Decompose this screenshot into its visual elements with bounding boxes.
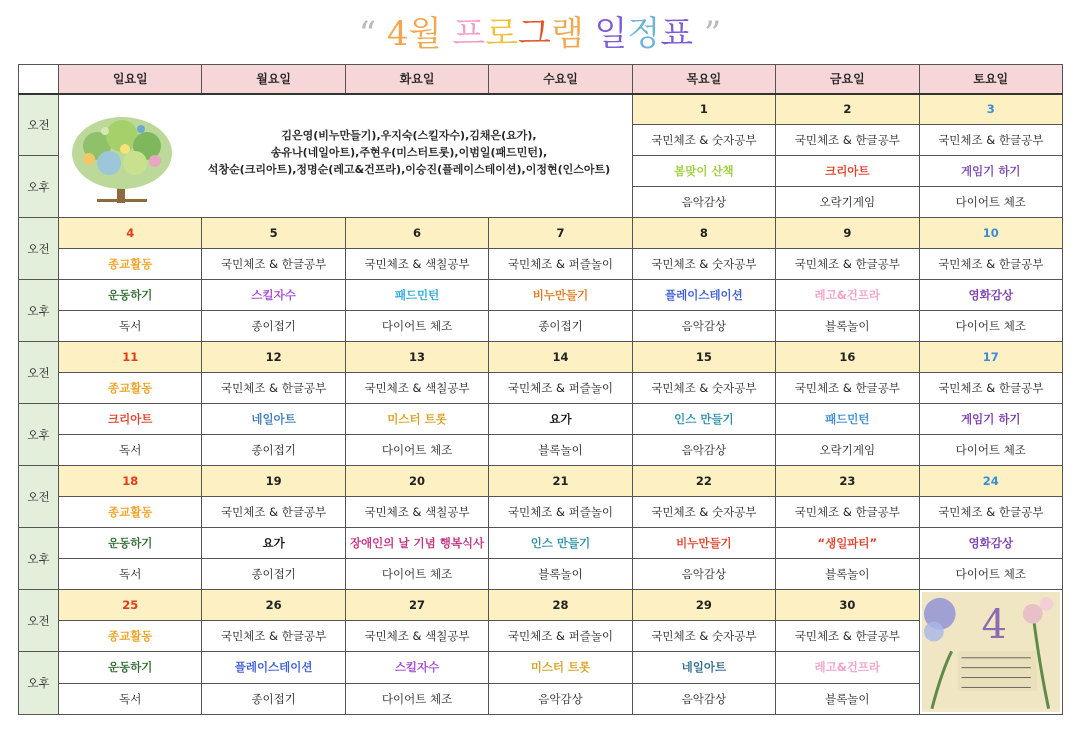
am-activity: 국민체조 & 한글공부	[202, 373, 345, 404]
calendar-card-illustration	[919, 590, 1062, 715]
am-activity: 국민체조 & 퍼즐놀이	[489, 621, 632, 652]
period-am: 오전	[19, 342, 59, 404]
pm-activity-2: 다이어트 체조	[919, 435, 1062, 466]
pm-activity-2: 독서	[59, 559, 202, 590]
day-number: 5	[202, 218, 345, 249]
period-pm: 오후	[19, 652, 59, 715]
am-activity: 종교활동	[59, 373, 202, 404]
pm-activity-1: “생일파티”	[776, 528, 919, 559]
participants-line-1: 김은영(비누만들기),우지숙(스킬자수),김채은(요가),	[281, 128, 537, 142]
pm-activity-2: 오락기게임	[776, 435, 919, 466]
am-activity: 국민체조 & 한글공부	[202, 497, 345, 528]
title-char: 램	[550, 14, 584, 54]
day-number: 28	[489, 590, 632, 621]
pm-activity-2: 블록놀이	[776, 559, 919, 590]
page-title	[0, 12, 1080, 56]
pm-activity-2: 종이접기	[202, 559, 345, 590]
pm-activity-1: 영화감상	[919, 528, 1062, 559]
pm-activity-1: 비누만들기	[632, 528, 775, 559]
title-char: 표	[660, 14, 694, 54]
period-pm: 오후	[19, 528, 59, 590]
period-pm: 오후	[19, 156, 59, 218]
pm-activity-2: 독서	[59, 311, 202, 342]
pm-activity-1: 크리아트	[776, 156, 919, 187]
calendar-card-numeral: 4	[981, 602, 1007, 648]
am-activity: 국민체조 & 숫자공부	[632, 249, 775, 280]
pm-activity-1: 네일아트	[632, 652, 775, 684]
day-number: 19	[202, 466, 345, 497]
pm-activity-1: 스킬자수	[345, 652, 488, 684]
pm-activity-1: 미스터 트롯	[489, 652, 632, 684]
day-number: 3	[919, 94, 1062, 125]
pm-activity-2: 다이어트 체조	[919, 187, 1062, 218]
day-number: 26	[202, 590, 345, 621]
am-activity: 국민체조 & 퍼즐놀이	[489, 249, 632, 280]
pm-activity-2: 종이접기	[202, 311, 345, 342]
pm-activity-1: 운동하기	[59, 528, 202, 559]
day-number: 2	[776, 94, 919, 125]
pm-activity-1: 요가	[202, 528, 345, 559]
day-number: 12	[202, 342, 345, 373]
pm-activity-2: 다이어트 체조	[919, 311, 1062, 342]
pm-activity-1: 장애인의 날 기념 행복식사	[345, 528, 488, 559]
am-activity: 국민체조 & 한글공부	[776, 621, 919, 652]
am-activity: 국민체조 & 색칠공부	[345, 373, 488, 404]
am-activity: 국민체조 & 한글공부	[919, 249, 1062, 280]
am-activity: 국민체조 & 퍼즐놀이	[489, 497, 632, 528]
pm-activity-1: 운동하기	[59, 280, 202, 311]
am-activity: 국민체조 & 숫자공부	[632, 125, 775, 156]
am-activity: 국민체조 & 숫자공부	[632, 373, 775, 404]
pm-activity-2: 독서	[59, 683, 202, 714]
title-char: ”	[693, 14, 722, 54]
day-number: 11	[59, 342, 202, 373]
header-mon: 월요일	[202, 65, 345, 94]
pm-activity-1: 플레이스테이션	[632, 280, 775, 311]
pm-activity-1: 인스 만들기	[489, 528, 632, 559]
title-char: 일	[583, 14, 628, 54]
pm-activity-1: 플레이스테이션	[202, 652, 345, 684]
period-am: 오전	[19, 94, 59, 156]
am-activity: 국민체조 & 숫자공부	[632, 497, 775, 528]
day-number: 1	[632, 94, 775, 125]
am-activity: 국민체조 & 한글공부	[919, 373, 1062, 404]
period-pm: 오후	[19, 280, 59, 342]
pm-activity-2: 음악감상	[632, 435, 775, 466]
pm-activity-2: 종이접기	[202, 435, 345, 466]
pm-activity-1: 크리아트	[59, 404, 202, 435]
am-activity: 국민체조 & 한글공부	[776, 249, 919, 280]
pm-activity-1: 레고&건프라	[776, 280, 919, 311]
header-tue: 화요일	[345, 65, 488, 94]
week1-banner	[59, 94, 633, 218]
am-activity: 국민체조 & 한글공부	[202, 621, 345, 652]
am-activity: 국민체조 & 색칠공부	[345, 621, 488, 652]
participants-text	[199, 127, 619, 178]
pm-activity-2: 독서	[59, 435, 202, 466]
am-activity: 국민체조 & 숫자공부	[632, 621, 775, 652]
pm-activity-2: 음악감상	[632, 559, 775, 590]
pm-activity-2: 다이어트 체조	[345, 435, 488, 466]
day-number: 13	[345, 342, 488, 373]
header-thu: 목요일	[632, 65, 775, 94]
pm-activity-1: 패드민턴	[345, 280, 488, 311]
pm-activity-2: 음악감상	[489, 683, 632, 714]
header-sun: 일요일	[59, 65, 202, 94]
pm-activity-2: 음악감상	[632, 311, 775, 342]
pm-activity-2: 다이어트 체조	[345, 559, 488, 590]
participants-line-3: 석창순(크리아트),정명순(레고&건프라),이승진(플레이스테이션),이정현(인스아트)	[207, 162, 611, 176]
pm-activity-1: 스킬자수	[202, 280, 345, 311]
period-am: 오전	[19, 218, 59, 280]
corner-cell	[19, 65, 59, 94]
am-activity: 국민체조 & 한글공부	[202, 249, 345, 280]
am-activity: 국민체조 & 한글공부	[776, 125, 919, 156]
title-char: 그	[517, 14, 551, 54]
header-sat: 토요일	[919, 65, 1062, 94]
day-number: 15	[632, 342, 775, 373]
day-number: 14	[489, 342, 632, 373]
am-activity: 종교활동	[59, 497, 202, 528]
pm-activity-2: 다이어트 체조	[345, 311, 488, 342]
day-number: 9	[776, 218, 919, 249]
period-pm: 오후	[19, 404, 59, 466]
pm-activity-2: 음악감상	[632, 683, 775, 714]
am-activity: 국민체조 & 한글공부	[919, 125, 1062, 156]
pm-activity-2: 블록놀이	[489, 559, 632, 590]
pm-activity-2: 블록놀이	[776, 683, 919, 714]
pm-activity-2: 다이어트 체조	[919, 559, 1062, 590]
am-activity: 종교활동	[59, 621, 202, 652]
day-number: 7	[489, 218, 632, 249]
day-number: 30	[776, 590, 919, 621]
day-number: 25	[59, 590, 202, 621]
am-activity: 국민체조 & 한글공부	[776, 497, 919, 528]
title-char: 월	[408, 14, 442, 54]
day-number: 16	[776, 342, 919, 373]
am-activity: 국민체조 & 색칠공부	[345, 249, 488, 280]
pm-activity-1: 패드민턴	[776, 404, 919, 435]
pm-activity-1: 인스 만들기	[632, 404, 775, 435]
pm-activity-1: 영화감상	[919, 280, 1062, 311]
schedule-table	[18, 64, 1063, 715]
am-activity: 국민체조 & 한글공부	[776, 373, 919, 404]
pm-activity-1: 비누만들기	[489, 280, 632, 311]
am-activity: 국민체조 & 한글공부	[919, 497, 1062, 528]
title-char: 로	[485, 14, 518, 54]
pm-activity-2: 음악감상	[632, 187, 775, 218]
pm-activity-1: 미스터 트롯	[345, 404, 488, 435]
tree-illustration	[67, 101, 177, 211]
title-char: 정	[627, 14, 661, 54]
header-fri: 금요일	[776, 65, 919, 94]
title-char: “	[358, 14, 377, 54]
pm-activity-1: 네일아트	[202, 404, 345, 435]
pm-activity-1: 레고&건프라	[776, 652, 919, 684]
pm-activity-1: 게임기 하기	[919, 156, 1062, 187]
day-number: 10	[919, 218, 1062, 249]
day-number: 6	[345, 218, 488, 249]
day-number: 20	[345, 466, 488, 497]
pm-activity-2: 블록놀이	[489, 435, 632, 466]
period-am: 오전	[19, 466, 59, 528]
day-number: 29	[632, 590, 775, 621]
pm-activity-1: 요가	[489, 404, 632, 435]
day-number: 22	[632, 466, 775, 497]
pm-activity-2: 블록놀이	[776, 311, 919, 342]
pm-activity-2: 다이어트 체조	[345, 683, 488, 714]
participants-line-2: 송유나(네일아트),주현우(미스터트롯),이범일(패드민턴),	[270, 145, 548, 159]
period-am: 오전	[19, 590, 59, 652]
am-activity: 국민체조 & 퍼즐놀이	[489, 373, 632, 404]
day-number: 18	[59, 466, 202, 497]
day-number: 4	[59, 218, 202, 249]
pm-activity-2: 종이접기	[489, 311, 632, 342]
day-number: 17	[919, 342, 1062, 373]
pm-activity-1: 게임기 하기	[919, 404, 1062, 435]
am-activity: 국민체조 & 색칠공부	[345, 497, 488, 528]
title-char: 4	[376, 14, 409, 54]
day-number: 21	[489, 466, 632, 497]
pm-activity-1: 봄맞이 산책	[632, 156, 775, 187]
am-activity: 종교활동	[59, 249, 202, 280]
pm-activity-2: 오락기게임	[776, 187, 919, 218]
title-char: 프	[441, 14, 486, 54]
header-wed: 수요일	[489, 65, 632, 94]
pm-activity-2: 종이접기	[202, 683, 345, 714]
day-number: 27	[345, 590, 488, 621]
day-number: 8	[632, 218, 775, 249]
day-number: 23	[776, 466, 919, 497]
pm-activity-1: 운동하기	[59, 652, 202, 684]
day-number: 24	[919, 466, 1062, 497]
